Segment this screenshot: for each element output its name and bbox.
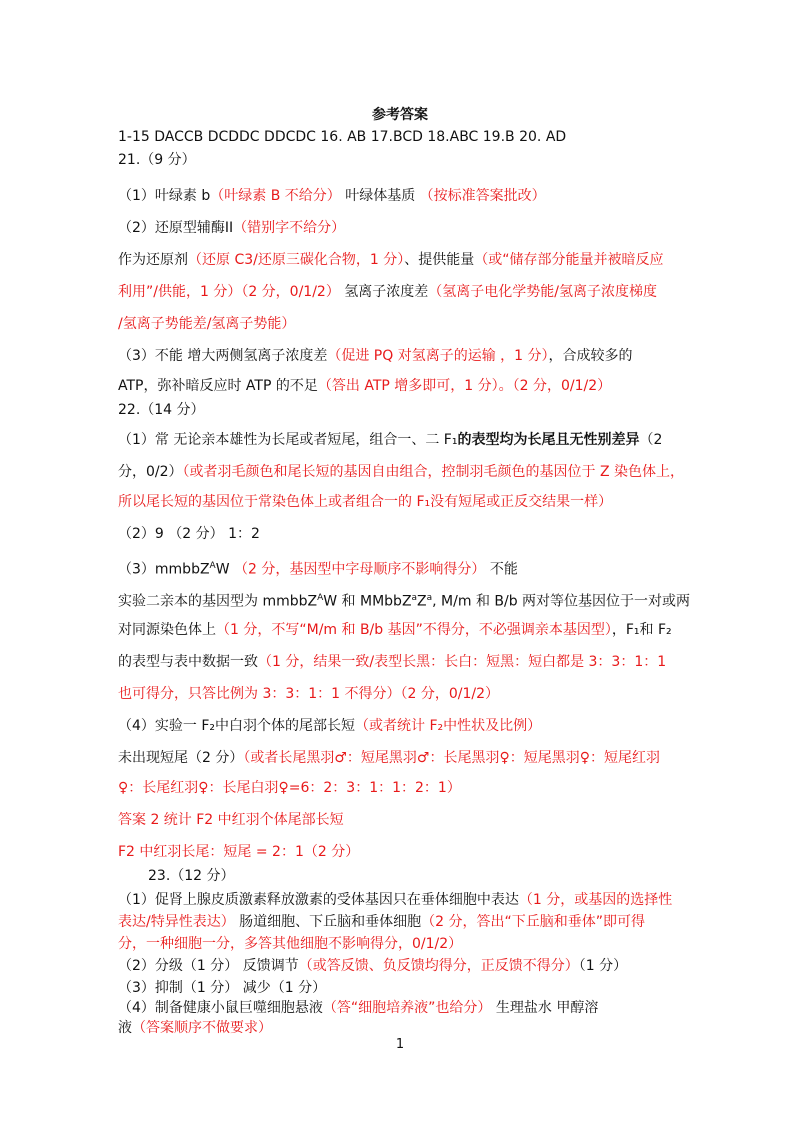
q23-line-7: 液（答案顺序不做要求） (118, 1020, 272, 1036)
q22-line-9: 也可得分，只答比例为 3：3：1：1 不得分）（2 分，0/1/2） (118, 686, 500, 702)
q21-line-1: （1）叶绿素 b（叶绿素 B 不给分） 叶绿体基质 （按标准答案批改） (118, 188, 546, 204)
q22-line-7: 对同源染色体上（1 分，不写“M/m 和 B/b 基因”不得分，不必强调亲本基因型），F₁和 F₂ (118, 622, 672, 638)
q22-answer-2-line-2: F2 中红羽长尾：短尾 = 2：1（2 分） (118, 844, 360, 860)
q22-line-2: 分，0/2）（或者羽毛颜色和尾长短的基因自由组合，控制羽毛颜色的基因位于 Z 染色体上， (118, 464, 685, 480)
q22-line-4: （2）9 （2 分） 1：2 (118, 526, 260, 542)
q21-line-4: 利用”/供能，1 分）（2 分，0/1/2） 氢离子浓度差（氢离子电化学势能/氢离子浓度梯度 (118, 284, 658, 300)
q23-line-2: 表达/特异性表达） 肠道细胞、下丘脑和垂体细胞（2 分，答出“下丘脑和垂体”即可得 (118, 914, 646, 930)
q22-line-1: （1）常 无论亲本雄性为长尾或者短尾，组合一、二 F₁的表型均为长尾且无性别差异（2 (118, 432, 663, 448)
multiple-choice-answers: 1-15 DACCB DCDDC DDCDC 16. AB 17.BCD 18.ABC 19.B 20. AD (118, 129, 567, 145)
q22-answer-2-line-1: 答案 2 统计 F2 中红羽个体尾部长短 (118, 812, 344, 828)
q22-line-11: 未出现短尾（2 分）（或者长尾黑羽♂：短尾黑羽♂：长尾黑羽♀：短尾黑羽♀：短尾红羽 (118, 750, 660, 766)
q22-line-12: ♀：长尾红羽♀：长尾白羽♀=6：2：3：1：1：2：1） (118, 780, 461, 796)
q23-header: 23.（12 分） (148, 868, 235, 884)
q23-line-6: （4）制备健康小鼠巨噬细胞悬液（答“细胞培养液”也给分） 生理盐水 甲醇溶 (118, 1000, 599, 1016)
q23-line-5: （3）抑制（1 分） 减少（1 分） (118, 980, 327, 996)
q22-line-5: （3）mmbbZ$^A$W （2 分，基因型中字母顺序不影响得分） 不能 (118, 561, 518, 578)
q22-line-10: （4）实验一 F₂中白羽个体的尾部长短（或者统计 F₂中性状及比例） (118, 718, 542, 734)
q21-line-7: ATP，弥补暗反应时 ATP 的不足（答出 ATP 增多即可，1 分）。（2 分，0/1/2） (118, 378, 612, 394)
q23-line-4: （2）分级（1 分） 反馈调节（或答反馈、负反馈均得分，正反馈不得分）（1 分） (118, 958, 628, 974)
q22-header: 22.（14 分） (118, 402, 205, 418)
q22-line-8: 的表型与表中数据一致（1 分，结果一致/表型长黑：长白：短黑：短白都是 3：3：1：1 (118, 654, 667, 670)
q21-line-5: /氢离子势能差/氢离子势能） (118, 316, 296, 332)
q21-line-6: （3）不能 增大两侧氢离子浓度差（促进 PQ 对氢离子的运输 ，1 分），合成较多的 (118, 348, 633, 364)
page-number: 1 (395, 1037, 405, 1052)
q23-line-1: （1）促肾上腺皮质激素释放激素的受体基因只在垂体细胞中表达（1 分，或基因的选择性 (118, 892, 673, 908)
q22-line-6: 实验二亲本的基因型为 mmbbZ$^A$W 和 $MMbbZ^aZ^a$, M/m 和 B/b 两对等位基因位于一对或两 (118, 593, 691, 610)
q23-line-3: 分，一种细胞一分，多答其他细胞不影响得分，0/1/2） (118, 936, 463, 952)
q21-line-3: 作为还原剂（还原 C3/还原三碳化合物，1 分）、提供能量（或“储存部分能量并被暗反应 (118, 252, 664, 268)
q21-header: 21.（9 分） (118, 152, 196, 168)
page-title: 参考答案 (372, 107, 428, 123)
q22-line-3: 所以尾长短的基因位于常染色体上或者组合一的 F₁没有短尾或正反交结果一样） (118, 494, 613, 510)
q21-line-2: （2）还原型辅酶II（错别字不给分） (118, 220, 346, 236)
